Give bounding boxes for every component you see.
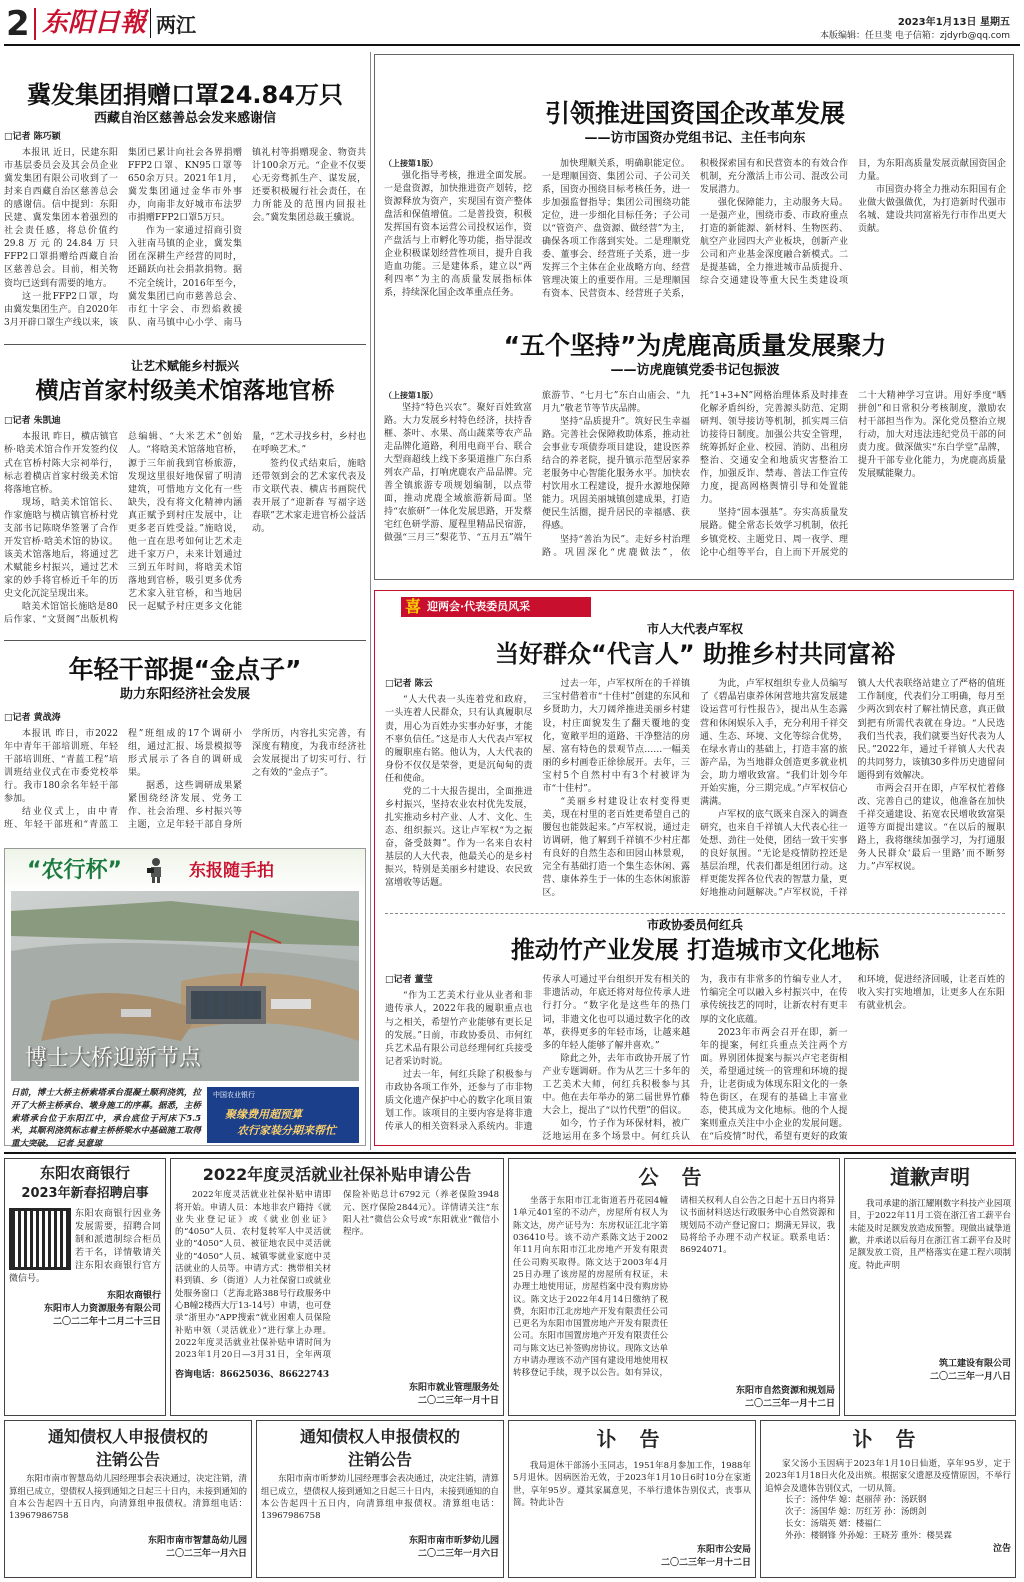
kicker: 市人大代表卢军权 <box>646 622 743 636</box>
headline: 引领推进国资国企改革发展 <box>544 99 845 128</box>
photo-feature <box>4 848 366 1149</box>
notice-signer: 泣告 <box>992 1543 1011 1554</box>
paragraph: 2022年度灵活就业社保补贴申请即将开始。申请人员：本地非农户籍持《就业失业登记证》或《就业创业证》的“4050”人员、农村复转军人中灵活就业的“4050”人员、被征地农民中灵活就业的“4050”人员、城镇零就业家庭中灵活就业的人员等。申请方式：携带相关材料到镇、乡（街道）人力社保窗口或就业处服务窗口（艺海北路388号行政服务中心B幢2楼西大厅13-14号）申请，也可登录“浙里办”APP搜索“就业困难人员保险补贴申领（灵活就业）”进行掌上办理。2022年度灵活就业社保补贴申请时间为2023年1月20日—3月31日，全年两项保险补贴总计6792元（养老保险3948元、医疗保险2844元）。详情请关注“东阳人社”微信公众号或“东阳就业”微信小程序。 <box>175 1190 499 1361</box>
photo-caption <box>11 1087 201 1149</box>
divider <box>385 913 1005 914</box>
photo-banner <box>5 849 365 891</box>
notice-signer: 东阳农商银行 <box>106 1290 161 1301</box>
qr-code-icon <box>9 1208 71 1270</box>
notice-title: 讣 告 <box>596 1427 668 1451</box>
paragraph: 据悉，这些调研成果紧紧围绕经济发展、党务工作、社会治理、乡村振兴等主题，立足年轻干部自身所学所历，内容扎实完善，有深度有精度，为我市经济社会发展提出了切实可行、行之有效的“金点子”。 <box>128 729 366 831</box>
notice-date: 二〇二三年一月六日 <box>165 1549 247 1560</box>
notice-signer: 筑工建设有限公司 <box>938 1359 1011 1369</box>
notice-phone: 咨询电话：86625036、86622743 <box>175 1370 330 1381</box>
kicker: 让艺术赋能乡村振兴 <box>130 359 239 373</box>
article-young-cadres <box>4 654 366 844</box>
subsidy-notice <box>170 1158 504 1416</box>
deregistration-notice-1 <box>4 1420 252 1578</box>
family-line: 外孙：楼钢锋 外孙媳：王晓芳 重外：楼昊霖 <box>785 1530 952 1541</box>
column-separator <box>370 52 371 1150</box>
two-sessions-box <box>374 590 1014 1146</box>
classifieds-rule <box>4 1152 1016 1154</box>
bank-recruitment-ad <box>4 1158 166 1416</box>
notice-body: 东阳市南市昕梦幼儿园经理事会表决通过，决定注销，清算组已成立，望债权人接到通知之日起三十日内，未接到通知的自本公告起四十五日内，向清算组申报债权。清算组电话：13967986758 <box>261 1474 500 1522</box>
paragraph: 坐落于东阳市江北街道若丹花园4幢1单元401室的不动产，房屋所有权人为陈文达，房产证号为：东房权证江北字第036410号。该不动产系陈文达于2002年11月向东阳市江北房地产开发有限责任公司购买取得。陈文达于2003年4月25日办理了该房屋的房屋所有权证，未办理土地使用证，房屋档案中没有购房协议。陈文达于2022年4月14日缴纳了税费，东阳市江北房地产开发有限责任公司已更名为东阳市国置房地产开发有限责任公司。东阳市国置房地产开发有限责任公司与陈文达已补签购房协议。现陈文达单方申请办理该不动产国有建设用地使用权转移登记手续，现予以公告。如有异议，请相关权利人自公告之日起十五日内将异议书面材料送达行政服务中心自然资源和规划局不动产登记窗口；期满无异议，我局将给予办理不动产权证。联系电话：86924071。 <box>513 1196 835 1379</box>
masthead-rule <box>4 44 1020 46</box>
banner-sponsor: “农行杯” <box>27 858 122 883</box>
notice-signer: 东阳市就业管理服务处 <box>408 1383 499 1394</box>
notice-signer: 东阳市南市昕梦幼儿园 <box>408 1536 499 1547</box>
photo-title: 博士大桥迎新节点 <box>25 1046 202 1071</box>
notice-date: 二〇二三年一月八日 <box>929 1372 1011 1383</box>
byline: □记者 陈巧颖 <box>4 132 61 142</box>
article-body <box>385 974 1005 1144</box>
section-name: 两江 <box>156 13 196 37</box>
ad-bank-name: 中国农业银行 <box>213 1091 255 1099</box>
notice-body: 家父汤小玉因病于2023年1月10日仙逝，享年95岁，定于2023年1月18日火化及出殡。根据家父遗愿及疫情原因，不举行追悼会及遗体告别仪式，一切从简。 <box>765 1459 1011 1494</box>
paragraph: 签约仪式结束后，施晗还带领到会的艺术家代表及市文联代表、横店书画院代表开展了“迎新春 写福字送春联”艺术家走进官桥公益活动。 <box>252 458 366 534</box>
paragraph: 卢军权的底气既来自深入的调查研究，也来自千祥镇人大代表心往一处想、劲往一处使，团结一致干实事的良好氛围。“无论是疫情防控还是基层治理，代表们都是组团行动。这样更能发挥各位代表的智慧力量，更好地推动问题解决。”卢军权说，千祥镇人大代表联络站建立了严格的值班工作制度，代表们分工明确，每月至少两次到农村了解社情民意，真正做到把有所需代表就在身边。“人民选我们当代表，我们就要当好代表为人民。”2022年，通过千祥镇人大代表的共同努力，该镇30多件历史遗留问题得到有效解决。 <box>700 679 1005 899</box>
family-line: 次子：汤国华 媳：厉红芳 孙：汤朗剑 <box>785 1506 927 1517</box>
headline: 当好群众“代言人” 助推乡村共同富裕 <box>495 640 895 669</box>
article-body <box>4 147 366 337</box>
issue-date: 2023年1月13日 星期五 <box>897 17 1010 28</box>
headline: 年轻干部提“金点子” <box>68 655 302 684</box>
notice-date: 二〇二三年一月十日 <box>417 1396 499 1407</box>
paragraph: 为此，卢军权组织专业人员编写了《碧晶岩康养休闲营地共富发展建设运营可行性报告》，提出从生态露营和休闲娱乐入手，充分利用千祥交通、生态、环境、文化等综合优势，在绿水青山的基础上，打造丰富的旅游产品，为当地群众创造更多就业机会，助力增收致富。“我们计划今年开始实施，分三期完成。”卢军权信心满满。 <box>700 679 848 807</box>
notice-title: 道歉声明 <box>890 1165 970 1189</box>
notice-title: 东阳农商银行 <box>39 1164 130 1182</box>
notice-title: 公 告 <box>638 1165 710 1189</box>
paragraph: 加快理顺关系，明确职能定位。一是理顺国资、集团公司、子公司关系，国资办围绕目标考核任务，进一步加强监督指导；集团公司围绕功能定位，进一步细化目标任务；子公司以“管资产、盘资源、做经营”为主，确保各项工作落到实处。二是理顺党委、董事会、经营班子关系，进一步发挥三个主体在企业战略方向、经营管理决策上的重要作用。三是理顺国有资本、民营资本、经营班子关系，积极探索国有和民营资本的有效合作机制，充分激活上市公司、混改公司发展潜力。 <box>542 159 848 300</box>
family-line: 长子：汤仲华 媳：赵丽萍 孙：汤跃钢 <box>785 1494 927 1505</box>
paragraph: 现场，晗美术馆馆长、作家施晗与横店镇官桥村党支部书记陈晓华签署了合作开发官桥·晗美术馆的协议。该美术馆落地后，将通过艺术赋能乡村振兴，通过艺术家的妙手将官桥近千年的历史文化沉淀呈现出来。 <box>4 497 118 599</box>
notice-date: 二〇二二年十二月二十三日 <box>52 1316 161 1327</box>
paragraph: 过去一年，何红兵除了积极参与市政协各项工作外，还参与了市非物质文化遗产保护中心的数字化项目策划工作。该项目的主要内容是将非遗传承人的相关资料录入系统内。非遗传承人可通过平台组织开发有相关的非遗活动，年底还将对每位传承人进行打分。“数字化是这些年的热门词，非遗文化也可以通过数字化的改革，获得更多的年轻市场，让越来越多的年轻人能够了解并喜欢。” <box>385 975 690 1132</box>
paragraph: 过去一年，卢军权所在的千祥镇三宝村借着市“十佳村”创建的东风和乡贤助力，大刀阔斧推进美丽乡村建设，村庄面貌发生了翻天覆地的变化，宽敞平坦的道路、干净整洁的房屋、富有特色的景观节点……一幅美丽的乡村画卷正徐徐展开。去年，三宝村5个自然村中有3个村被评为市“十佳村”。 <box>542 679 690 794</box>
obituary-family <box>760 1420 1016 1578</box>
paragraph: 2023年市两会召开在即，新一年的提案，何红兵重点关注两个方面。界别团体提案与振兴卢宅老街相关，希望通过统一的管理和环境的提升，让老街成为体现东阳文化的一条特色街区，在现有的基础上丰富业态，使其成为文化地标。他的个人提案则重点关注中小企业的发展问题。在“后疫情”时代，希望有更好的政策和环境，促进经济回暖，让老百姓的收入实打实地增加，让更多人在东阳有就业机会。 <box>700 975 1005 1142</box>
property-announcement <box>508 1158 840 1416</box>
paragraph: 除此之外，去年市政协开展了竹产业专题调研。作为从艺三十多年的工艺美术大师，何红兵积极参与其中。他在去年举办的第二届世界竹藤大会上，提出了“以竹代塑”的倡议。 <box>542 1053 690 1116</box>
banner-text: 迎两会·代表委员风采 <box>427 600 531 613</box>
masthead-divider-2 <box>150 8 151 38</box>
divider <box>4 640 366 641</box>
divider <box>4 344 366 345</box>
article-state-assets <box>384 98 1006 310</box>
subheadline: 西藏自治区慈善总会发来感谢信 <box>93 111 276 126</box>
photographer-icon <box>145 857 167 883</box>
paragraph: 党的二十大报告提出，全面推进乡村振兴，坚持农业农村优先发展，扎实推动乡村产业、人才、文化、生态、组织振兴。这让卢军权“为之振奋，备受鼓舞”。作为一名来自农村基层的人大代表，他最关心的是乡村振兴，特别是美丽乡村建设、农民致富增收等话题。 <box>385 786 533 889</box>
section-banner <box>401 597 591 617</box>
apology-statement <box>844 1158 1016 1416</box>
paragraph: “美丽乡村建设让农村变得更美，现在村里的老百姓更希望自己的腰包也能鼓起来。”卢军权说，通过走访调研，他了解到千祥镇不少村庄都有良好的自然生态和田园山林景观，完全有基础打造一个集生态休闲、露营、康体养生于一体的生态休闲旅游区。 <box>542 796 690 899</box>
article-hulu-town <box>384 330 1006 574</box>
continued-note: （上接第1版） <box>384 390 438 400</box>
continued-note: （上接第1版） <box>384 158 438 168</box>
notice-signer: 东阳市公安局 <box>696 1545 751 1555</box>
notice-body: 我司承建的浙江耀刚数字科技产业园项目，于2022年11月工资在浙江省工薪平台未能及时足额发放造成预警。现做出诚挚道歉，并承诺以后每月在浙江省工薪平台及时足额发放工资，且严格落实在建工程六项制度。特此声明 <box>849 1199 1011 1271</box>
subheadline: ——访市国资办党组书记、主任韦向东 <box>584 131 806 146</box>
paragraph: 如今，竹子作为环保材料，被广泛地运用在多个场景中。何红兵认为，我市有非常多的竹编专业人才，竹编完全可以融入乡村振兴中，在传承传统技艺的同时，让新农村有更丰厚的文化底蕴。 <box>542 975 848 1142</box>
paragraph: 本报讯 近日，民建东阳市基层委员会及其会员企业冀发集团有限公司收到了一封来自西藏自治区慈善总会的感谢信。信中提到：东阳民建、冀发集团本着强烈的社会责任感，将总价值约29.8万元的24.84万只FFP2口罩捐赠给西藏自治区慈善总会。目前，相关物资均已送到有需要的地方。 <box>4 148 118 289</box>
editor-line: 本版编辑：任旦斐 电子信箱：zjdyrb@qq.com <box>819 31 1010 41</box>
kicker: 市政协委员何红兵 <box>646 918 743 932</box>
masthead-divider <box>34 8 36 40</box>
paragraph: 坚持“品质提升”。筑好民生幸福路。完善社会保障救助体系，推动社会事业专项债券项目建设，建设医养结合的养老院，提升镇示范型居家养老服务中心智能化服务水平。加快农村饮用水工程建设，提升水源地保障能力。巩固美丽城镇创建成果，打造便民生活圈，提升居民的幸福感、获得感。 <box>542 417 690 532</box>
article-body <box>4 431 366 637</box>
caption-text: 日前，博士大桥主桥索塔承台混凝土顺利浇筑，拉开了大桥主桥承台、墩身施工的序幕。据悉，主桥索塔承台位于东阳江中，承台底位于河床下5.5米，其顺利浇筑标志着主桥桥梁水中基础施工取得重大突破。 <box>11 1088 201 1149</box>
paragraph: 强化保障能力，主动服务大局。一是强产业，围绕市委、市政府重点打造的新能源、新材料、生物医药、航空产业园四大产业板块，创新产业公司和产业基金深度融合新模式。二是提基础，全力推进城市品质提升、综合交通建设等重大民生类建设项目，为东阳高质量发展贡献国资国企力量。 <box>700 159 1006 287</box>
subheadline: 助力东阳经济社会发展 <box>119 687 250 702</box>
caption-author: 记者 吴意琼 <box>56 1139 102 1149</box>
article-mask-donation <box>4 80 366 338</box>
paragraph: 坚持“固本强基”。夯实高质量发展路。健全常态长效学习机制，依托乡镇党校、主题党日、周一夜学、理论中心组等平台，自上而下开展党的二十大精神学习宣讲。用好季度“晒拼创”和日常积分考核制度，激励农村干部担当作为。深化党员整治立规行动，加大对违法违纪党员干部的问责力度。做深做实“东白学堂”品牌，提升干部专业化能力，为虎鹿高质量发展赋能聚力。 <box>700 391 1006 558</box>
abc-bank-ad <box>207 1087 359 1143</box>
notice-body <box>513 1195 835 1385</box>
notice-body: 东阳市南市智慧岛幼儿园经理事会表决通过，决定注销，清算组已成立，望债权人接到通知之日起三十日内，未接到通知的自本公告起四十五日内，向清算组申报债权。清算组电话：13967986758 <box>9 1474 248 1522</box>
ad-line-2: 农行家装分期来帮忙 <box>237 1124 336 1137</box>
byline: □记者 陈云 <box>385 679 433 690</box>
obituary-police <box>508 1420 756 1578</box>
notice-subtitle: 注销公告 <box>347 1450 412 1470</box>
paragraph: 坚持“特色兴农”。聚好百姓致富路。大力发展乡村特色经济，扶持香榧、茶叶、水果、高山蔬菜等农产品走品牌化道路，利用电商平台、联合大型商超线上线下多渠道推广东白系列农产品，打响虎鹿农产品品牌。完善全镇旅游专项规划编制，以点带面，推动虎鹿全域旅游新局面。坚持“农旅研”一体化发展思路，开发蔡宅红色研学游、厦程里精品民宿游，做强“三月三”梨花节、“五月五”端午旅游节、“七月七”东白山庙会、“九月九”敬老节等节庆品牌。 <box>384 391 690 544</box>
byline: □记者 黄战涛 <box>4 713 61 723</box>
paragraph: “人大代表一头连着党和政府，一头连着人民群众，只有认真履职尽责，用心为百姓办实事办好事，才能不辜负信任。”这是市人大代表卢军权的履职座右铭。他认为，人大代表的身份不仅仅是荣誉，更是沉甸甸的责任和使命。 <box>385 695 533 784</box>
article-art-museum <box>4 358 366 634</box>
article-body <box>4 728 366 838</box>
notice-title: 通知债权人申报债权的 <box>299 1427 460 1446</box>
headline: 冀发集团捐赠口罩24.84万只 <box>27 81 343 109</box>
subheadline: ——访虎鹿镇党委书记包振波 <box>610 363 780 378</box>
byline: □记者 朱凯迪 <box>4 416 61 427</box>
bridge-construction-photo <box>11 891 359 1081</box>
notice-title: 通知债权人申报债权的 <box>47 1427 208 1446</box>
deregistration-notice-2 <box>256 1420 504 1578</box>
notice-date: 二〇二三年一月六日 <box>417 1549 499 1560</box>
ad-line-1: 聚缘费用超预算 <box>225 1108 302 1121</box>
article-representative <box>385 621 1005 907</box>
notice-subtitle: 注销公告 <box>95 1450 160 1470</box>
notice-date: 二〇二三年一月十二日 <box>660 1558 751 1569</box>
notice-signer: 东阳市人力资源服务有限公司 <box>43 1303 161 1314</box>
paragraph: 这一批FFP2口罩，均由冀发集团生产。自2020年3月开辟口罩生产线以来，该集团已累计向社会各界捐赠FFP2口罩、KN95口罩等650余万只。2021年1月，冀发集团通过金华市外事办，向南非友好城市布法罗市捐赠FFP2口罩5万只。 <box>4 148 242 328</box>
page-number: 2 <box>6 4 30 44</box>
notice-title: 讣 告 <box>852 1427 924 1451</box>
article-body <box>385 678 1005 908</box>
notice-date: 二〇二三年一月十二日 <box>744 1399 835 1410</box>
article-body <box>384 158 1006 308</box>
banner-emblem: 喜 <box>405 597 422 616</box>
banner-column: 东报随手拍 <box>189 861 274 881</box>
article-body <box>384 390 1006 560</box>
family-line: 长女：汤瑞英 婿：楼福仁 <box>785 1518 882 1529</box>
notice-signer: 东阳市南市智慧岛幼儿园 <box>147 1536 247 1547</box>
family-list <box>765 1495 1011 1543</box>
paragraph: 强化指导考核，推进全面发展。一是盘资源，加快推进资产划转，挖资源释放为资产，实现国有资产整体盘活和保值增值。二是普投资，积极发挥国有资本运营公司投权运作，资产盘活与上市孵化等功能，指导混改企业积极谋划经营性项目，提升自我造血功能。三是建体系，建立以“两利四率”为主的高质量发展指标体系，持续深化国企改革重点任务。 <box>384 170 532 299</box>
paragraph: 晗美术馆馆长施晗是80后作家、“文贤阁”出版机构总编辑、“大米艺术”创始人。“将晗美术馆落地官桥，源于三年前我到官桥旅游，发现这里很好地保留了明清建筑，可惜地方文化有一些缺失，没有将文化精神内涵真正赋予到村庄发展中，让更多老百姓受益。”施晗说，他一直在思考如何让艺术走进千家万户，未来计划通过三到五年时间，将晗美术馆落地到官桥，吸引更多优秀艺术家入驻官桥，和当地居民一起赋予村庄更多文化能量，“艺术寻找乡村，乡村也在呼唤艺术。” <box>4 432 366 626</box>
paragraph: 市国资办将全力推动东阳国有企业做大做强做优，为打造新时代强市名城、建设共同富裕先行市作出更大贡献。 <box>858 185 1006 235</box>
paragraph: “作为工艺美术行业从业者和非遗传承人，2022年我的履职重点也与之相关，希望竹产业能够有更长足的发展。”日前，市政协委员、市何红兵艺术品有限公司总经理何红兵接受记者采访时说。 <box>385 991 533 1067</box>
article-committee-member <box>385 917 1005 1143</box>
byline: □记者 董莹 <box>385 975 433 986</box>
masthead <box>0 0 1024 48</box>
notice-body: 我局退休干部汤小玉同志，1951年8月参加工作，1988年5月退休。因病医治无效，于2023年1月10日6时10分在家逝世，享年95岁。遵其家属意见，不举行遗体告别仪式，丧事从简。特此讣告 <box>513 1461 751 1508</box>
notice-body <box>175 1189 499 1369</box>
paragraph: 作为一家通过招商引资入驻南马镇的企业，冀发集团在深耕生产经营的同时，还踊跃向社会捐款捐物。据不完全统计，2016年至今，冀发集团已向市慈善总会、市红十字会、市烈焰救援队、南马镇中心小学、南马镇礼村等捐赠现金、物资共计100余万元。“企业不仅要心无旁骛抓生产、谋发展，还要积极履行社会责任，在力所能及的范围内回报社会。”冀发集团总裁王骥说。 <box>128 148 366 328</box>
paragraph: 本报讯 昨日，横店镇官桥·晗美术馆合作开发签约仪式在官桥村陈大宗祠举行，标志着横店首家村级美术馆将落地官桥。 <box>4 432 118 495</box>
notice-body: 东阳农商银行因业务发展需要，招聘合同制和派遣制综合柜员若干名，详情敬请关注东阳农商银行官方微信号。 <box>9 1208 161 1284</box>
headline: 横店首家村级美术馆落地官桥 <box>35 378 335 405</box>
notice-subtitle: 2023年新春招聘启事 <box>21 1185 149 1201</box>
headline: 推动竹产业发展 打造城市文化地标 <box>510 936 880 965</box>
paragraph: 结业仪式上，由中青班、年轻干部班和“青蓝工程”班组成的17个调研小组，通过汇报、场景模拟等形式展示了各自的调研成果。 <box>4 729 242 831</box>
paper-name: 东阳日報 <box>42 8 147 38</box>
headline: “五个坚持”为虎鹿高质量发展聚力 <box>503 331 887 360</box>
paragraph: 市两会召开在即，卢军权忙着修改、完善自己的建议，他准备在加快千祥交通建设、拓宽农民增收致富渠道等方面提出建议。“在以后的履职路上，我将继续加强学习，为打通服务人民群众‘最后一里路’而不断努力。”卢军权说。 <box>857 783 1005 873</box>
notice-signer: 东阳市自然资源和规划局 <box>735 1386 835 1396</box>
paragraph: 本报讯 昨日，市2022年中青年干部培训班、年轻干部培训班、“青蓝工程”培训班结业仪式在市委党校举行。我市180余名年轻干部参加。 <box>4 729 118 805</box>
notice-title: 2022年度灵活就业社保补贴申请公告 <box>202 1165 472 1184</box>
paragraph: 坚持“善治为民”。走好乡村治理路。巩固深化“虎鹿做法”，依托“1+3+N”网格治理体系及时排查化解矛盾纠纷，完善源头防范、定期研判、领导接访等机制，抓实周三信访接待日制度。加强公共安全管理，统筹抓好企业、校园、消防、出租房整治、交通安全和地质灾害整治工作，加强反诈、禁毒、普法工作宣传力度，提高网格舆情引导和处置能力。 <box>542 391 848 558</box>
